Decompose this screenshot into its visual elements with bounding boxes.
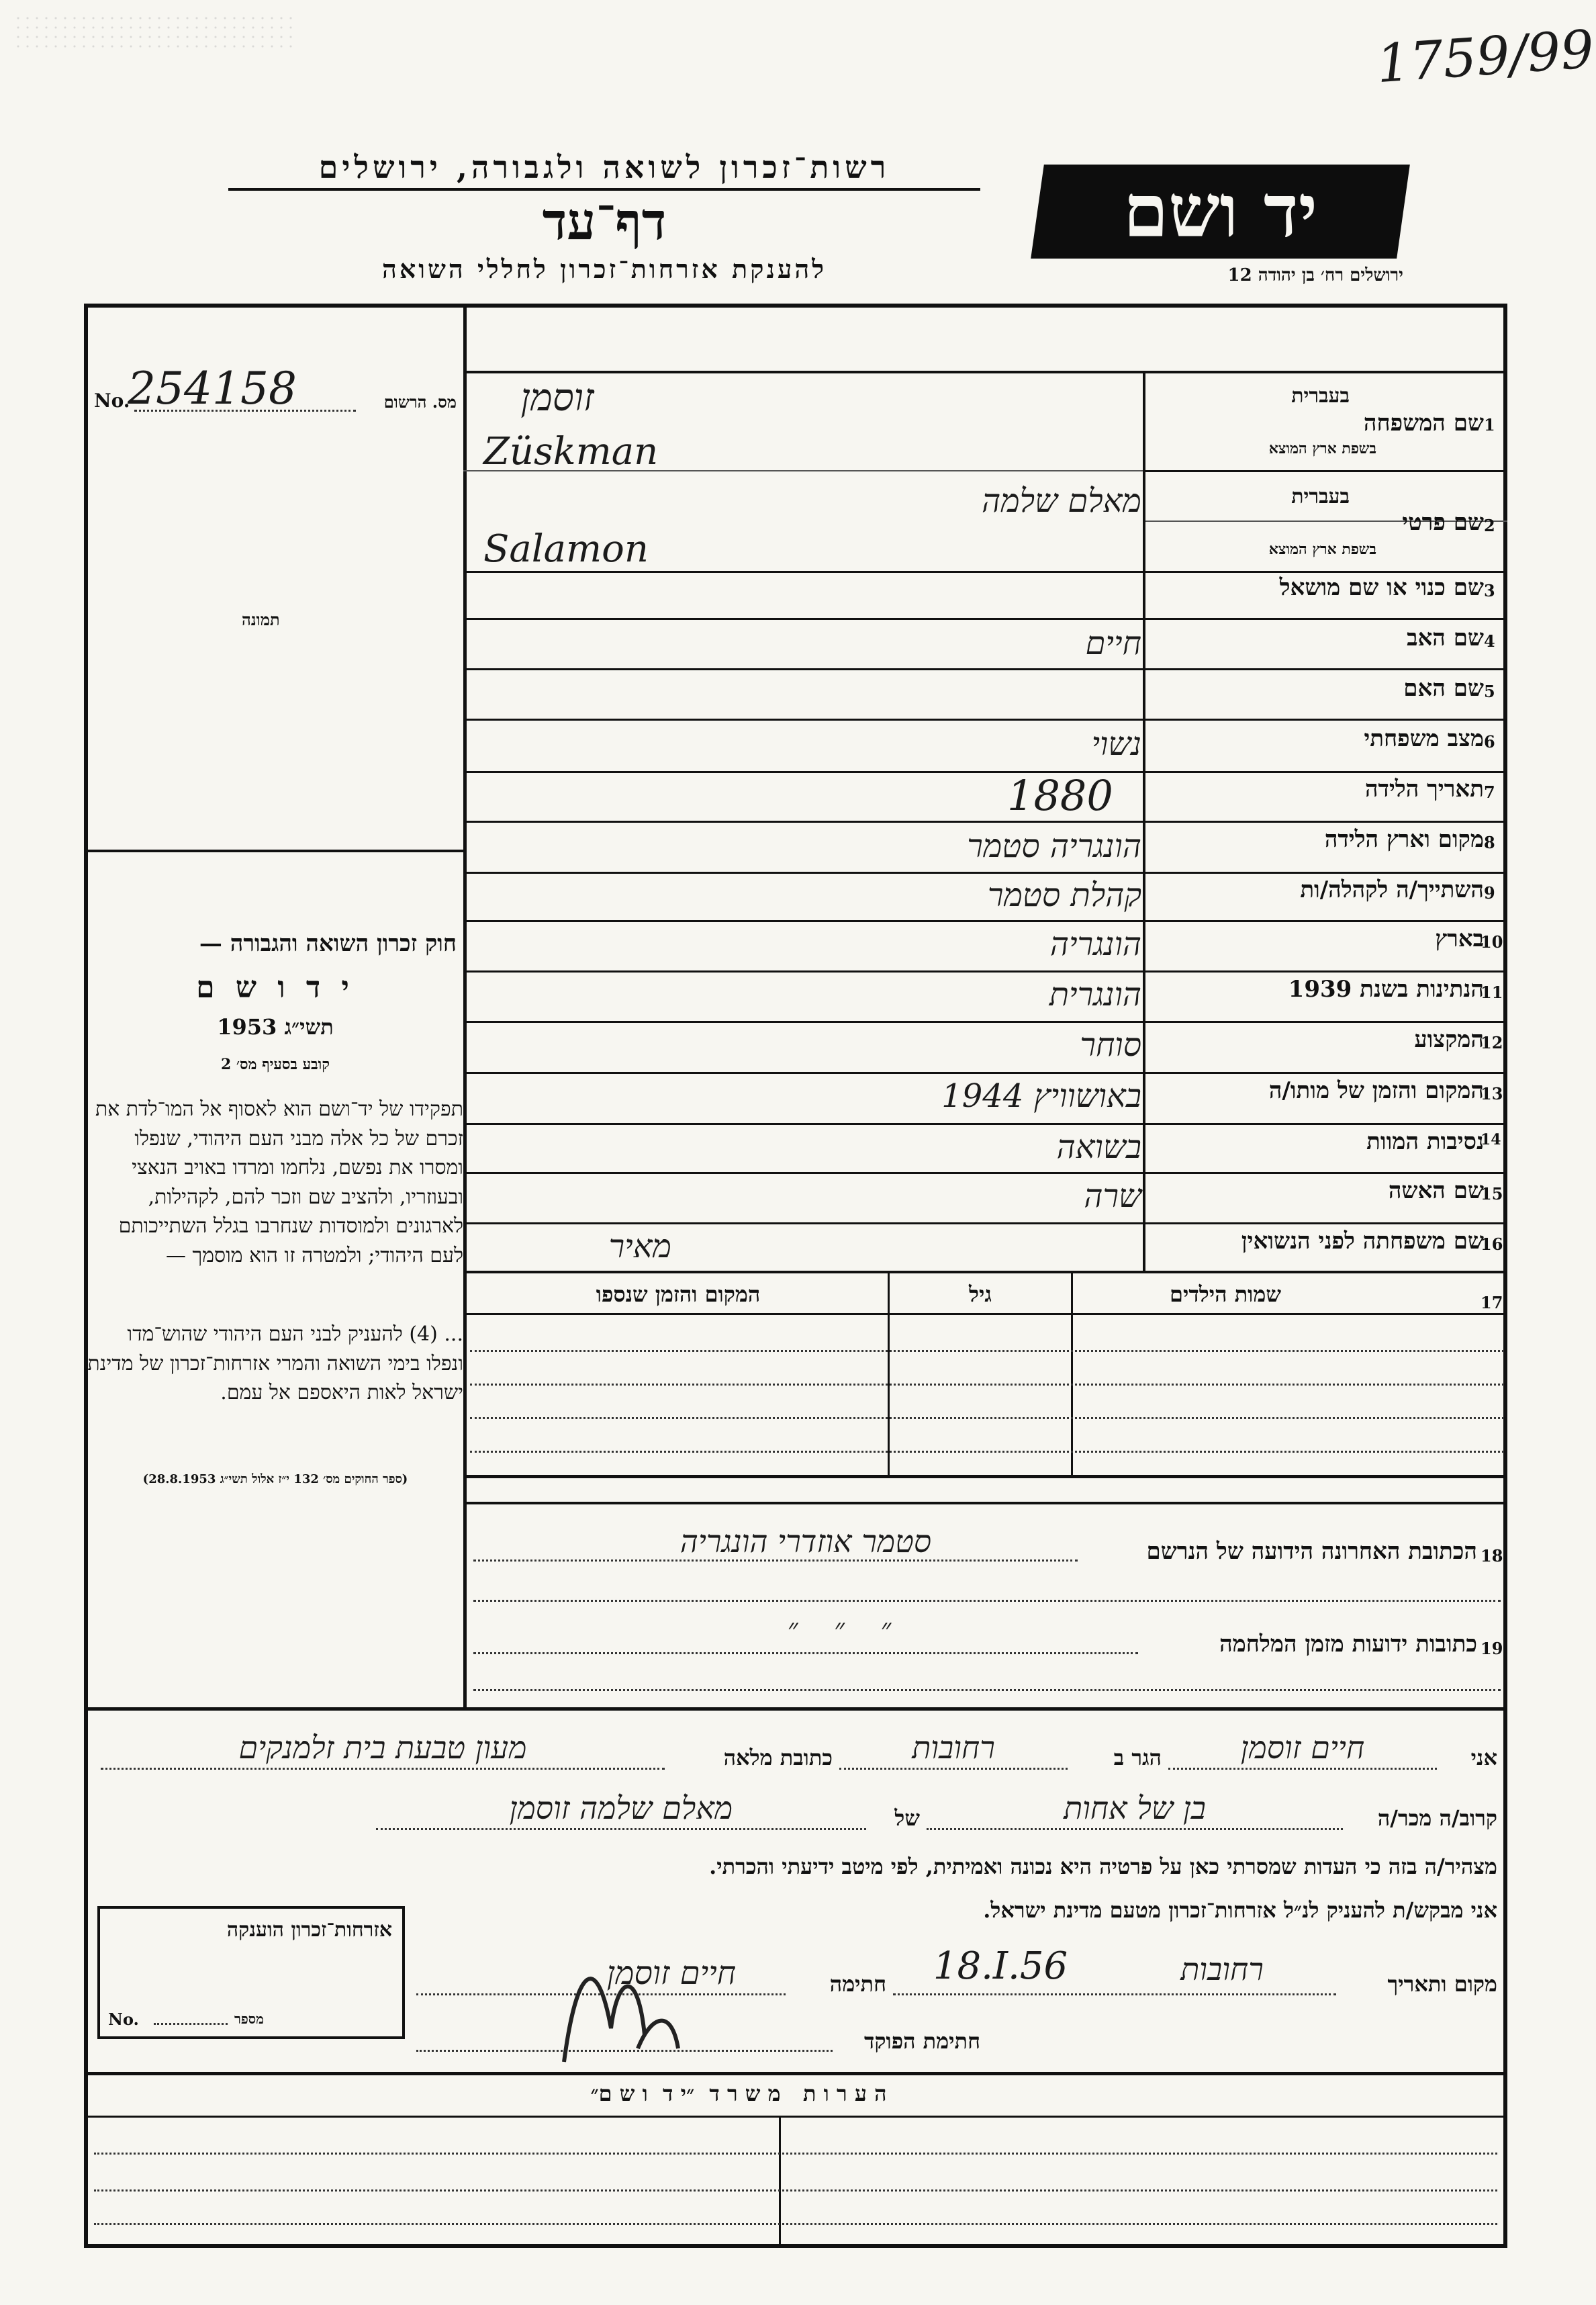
field-2-hebrew-value: מאלם שלמה bbox=[982, 482, 1141, 520]
children-header-place: המקום והזמן שנספו bbox=[596, 1281, 761, 1307]
field-9-value: קהלת סטמר bbox=[987, 876, 1141, 914]
field-2-origin-value: Salamon bbox=[483, 527, 649, 571]
form-subtitle: להענקת אזרחות־זכרון לחללי השואה bbox=[381, 254, 827, 284]
field-10-num: 10 bbox=[1481, 932, 1503, 952]
field-7-label: תאריך הלידה bbox=[1364, 776, 1484, 803]
photo-label: תמונה bbox=[242, 610, 280, 629]
field-1-hebrew-value: זוסמן bbox=[520, 376, 594, 420]
reg-no-prefix: No. bbox=[94, 390, 130, 412]
yad-vashem-logo bbox=[1031, 165, 1410, 259]
field-4-num: 4 bbox=[1484, 631, 1495, 651]
field-1-origin-value: Züskman bbox=[483, 430, 659, 473]
grant-box bbox=[97, 1906, 405, 2039]
law-footnote: (ספר החוקים מס׳ 132 י״ז אלול תשי״ג 28.8.1953) bbox=[142, 1472, 408, 1486]
decl-place-date-label: מקום ותאריך bbox=[1387, 1971, 1497, 1997]
field-8-label: מקום וארץ הלידה bbox=[1324, 826, 1484, 853]
children-header-age: גיל bbox=[969, 1281, 992, 1307]
field-13-value: באושוויץ 1944 bbox=[941, 1077, 1141, 1115]
decl-officer-label: חתימת הפוקד bbox=[864, 2028, 980, 2054]
office-notes-title: ה ע ר ו ת מ ש ר ד ״י ד ו ש ם״ bbox=[590, 2081, 887, 2106]
decl-relative-label: קרוב/ה מכר/ה bbox=[1377, 1805, 1497, 1831]
law-text-1: תפקידו של יד־ושם הוא לאסוף אל המו־לדת את זכרם של כל אלה מבני העם היהודי, שנפלו ומסרו את נפשם, נלחמו ומרדו באויב הנאצי ובעוזריו, ולהציב שם וזכר להם, לקהילות, לארגונים ולמוסדות שנחרבו בגלל השתייכותם לעם היהודי; ולמטרה זו הוא מוסמך — bbox=[95, 1097, 463, 1267]
field-2-origin-label: בשפת ארץ המוצא bbox=[1268, 541, 1376, 558]
field-14-value: בשואה bbox=[1056, 1128, 1141, 1166]
children-header-names: שמות הילדים bbox=[1170, 1281, 1281, 1307]
field-18-label: הכתובת האחרונה הידועה של הנרשם bbox=[1146, 1538, 1477, 1565]
scan-noise bbox=[13, 13, 295, 54]
decl-date-value: 18.I.56 bbox=[933, 1944, 1068, 1988]
field-12-label: המקצוע bbox=[1414, 1026, 1484, 1053]
field-11-num: 11 bbox=[1481, 983, 1503, 1002]
signature-scribble bbox=[537, 1934, 739, 2082]
logo-text: יד ושם bbox=[1123, 169, 1318, 254]
decl-of-value: מאלם שלמה זוסמן bbox=[509, 1790, 733, 1826]
header-address: ירושלים רח׳ בן יהודה 12 bbox=[1227, 265, 1403, 285]
decl-resides-label: הגר ב bbox=[1113, 1745, 1162, 1770]
field-1-hebrew-label: בעברית bbox=[1291, 384, 1350, 408]
decl-address-label: כתובת מלאה bbox=[723, 1745, 833, 1770]
decl-ani-label: אני bbox=[1470, 1745, 1497, 1770]
law-year: תשי״ג 1953 bbox=[217, 1014, 334, 1040]
field-2-label: שם פרטי bbox=[1402, 509, 1484, 536]
decl-statement-2: אני מבקש/ת להעניק לנ״ל אזרחות־זכרון מטעם מדינת ישראל. bbox=[983, 1897, 1497, 1923]
field-11-value: הונגרית bbox=[1049, 976, 1141, 1013]
field-10-label: בארץ bbox=[1435, 925, 1484, 952]
field-6-num: 6 bbox=[1484, 732, 1495, 752]
field-4-value: חיים bbox=[1085, 625, 1141, 662]
field-1-num: 1 bbox=[1484, 415, 1495, 435]
field-16-value: מאיר bbox=[608, 1228, 671, 1265]
grant-title: אזרחות־זכרון הוענקה bbox=[226, 1918, 392, 1942]
field-14-num: 14 bbox=[1481, 1131, 1501, 1148]
field-15-value: שרה bbox=[1084, 1177, 1141, 1215]
field-2-hebrew-label: בעברית bbox=[1291, 485, 1350, 508]
decl-address-value: מעון טבעת בית זלמנקים bbox=[238, 1729, 527, 1766]
field-15-label: שם האשה bbox=[1388, 1177, 1484, 1204]
field-12-num: 12 bbox=[1481, 1033, 1503, 1052]
field-18-value: סטמר אוזדרי הונגריה bbox=[679, 1523, 932, 1560]
grant-no-prefix: No. bbox=[108, 2009, 139, 2029]
field-6-value: נשוי bbox=[1091, 725, 1141, 763]
field-11-label: הנתינות בשנת 1939 bbox=[1288, 976, 1484, 1003]
field-13-label: המקום והזמן של מותו/ה bbox=[1268, 1077, 1484, 1104]
field-7-value: 1880 bbox=[1007, 771, 1113, 820]
field-5-label: שם האם bbox=[1403, 675, 1484, 702]
field-8-value: הונגריה סטמר bbox=[967, 827, 1141, 865]
reg-label: מס. הרשום bbox=[383, 392, 457, 412]
field-1-label: שם המשפחה bbox=[1363, 410, 1484, 437]
decl-resides-value: רחובות bbox=[912, 1729, 995, 1766]
field-4-label: שם האב bbox=[1407, 625, 1484, 651]
decl-signature-label: חתימה bbox=[829, 1971, 886, 1997]
field-6-label: מצב משפחתי bbox=[1364, 725, 1484, 752]
archive-number: 1759/99 bbox=[1374, 19, 1596, 95]
field-17-num: 17 bbox=[1481, 1293, 1503, 1312]
field-5-num: 5 bbox=[1484, 682, 1495, 701]
field-9-num: 9 bbox=[1484, 883, 1495, 903]
field-18-num: 18 bbox=[1481, 1546, 1503, 1566]
decl-ani-value: חיים זוסמן bbox=[1240, 1729, 1365, 1766]
decl-place-value: רחובות bbox=[1180, 1951, 1264, 1987]
field-10-value: הונגריה bbox=[1049, 925, 1141, 963]
authority-title: רשות־זכרון לשואה ולגבורה, ירושלים bbox=[228, 149, 980, 191]
field-19-label: כתובות ידועות מזמן המלחמה bbox=[1219, 1631, 1477, 1658]
grant-number-label: מספר bbox=[234, 2011, 264, 2027]
law-title: חוק זכרון השואה והגבורה — bbox=[199, 930, 457, 957]
field-14-label: נסיבות המוות bbox=[1366, 1128, 1484, 1155]
law-text-2: ... (4) להעניק לבני העם היהודי שהוש־מדו ונפלו בימי השואה והמרי אזרחות־זכרון של מדינת ישראל לאות היאספם אל עמם. bbox=[87, 1322, 463, 1404]
field-15-num: 15 bbox=[1481, 1184, 1503, 1204]
law-clause: קובע בסעיף מס׳ 2 bbox=[220, 1056, 330, 1073]
field-19-num: 19 bbox=[1481, 1639, 1503, 1658]
decl-statement-1: מצהיר/ה בזה כי העדות שמסרתי כאן על פרטיה היא נכונה ואמיתית, לפי מיטב ידיעתי והכרתי. bbox=[709, 1854, 1497, 1879]
field-9-label: השתייך/ה לקהלה/ות bbox=[1300, 876, 1484, 903]
law-name: י ד ו ש ם bbox=[196, 970, 355, 1005]
field-3-num: 3 bbox=[1484, 581, 1495, 600]
field-1-origin-label: בשפת ארץ המוצא bbox=[1268, 440, 1376, 457]
field-8-num: 8 bbox=[1484, 833, 1495, 852]
reg-no-value: 254158 bbox=[128, 363, 297, 414]
decl-signature-value: חיים זוסמן bbox=[606, 1954, 737, 1992]
form-title: דף־עד bbox=[542, 191, 667, 251]
field-3-label: שם כנוי או שם מושאל bbox=[1279, 574, 1484, 601]
decl-relative-value: בן של אחות bbox=[1064, 1790, 1206, 1826]
field-7-num: 7 bbox=[1484, 782, 1495, 802]
field-19-value: ״ ״ ״ bbox=[787, 1612, 892, 1645]
field-13-num: 13 bbox=[1481, 1084, 1503, 1103]
decl-of-label: של bbox=[894, 1805, 920, 1831]
field-16-label: שם משפחתה לפני הנשואין bbox=[1241, 1228, 1484, 1255]
field-2-num: 2 bbox=[1484, 516, 1495, 535]
field-16-num: 16 bbox=[1481, 1234, 1503, 1254]
field-12-value: סוחר bbox=[1080, 1026, 1141, 1064]
